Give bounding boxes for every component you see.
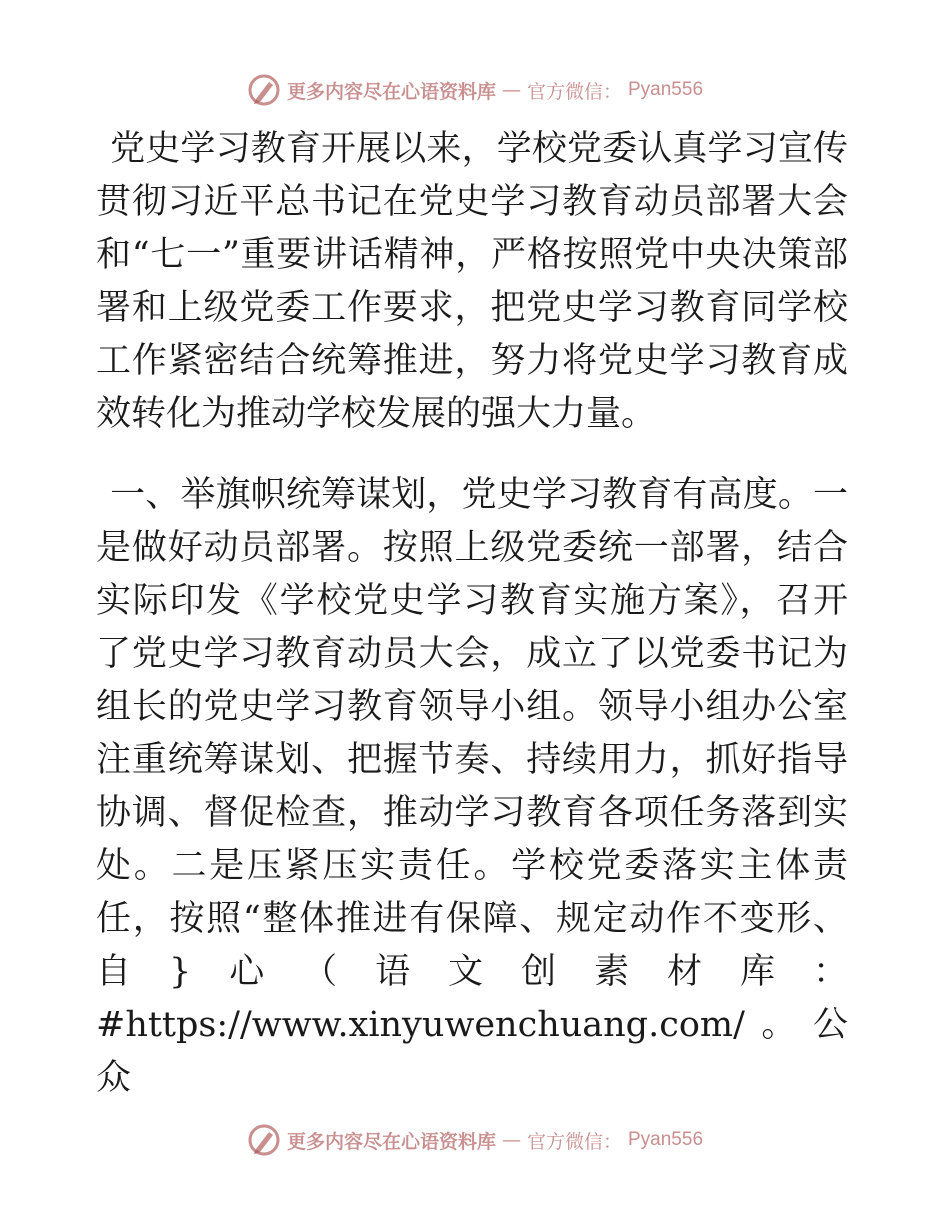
watermark-dash: — [501,79,521,101]
document-body [96,123,848,1105]
watermark-main-text: 更多内容尽在心语资料库 [286,1130,496,1153]
paragraph-intro [96,123,848,441]
paragraph-intro-text: 党史学习教育开展以来，学校党委认真学习宣传贯彻习近平总书记在党史学习教育动员部署大会和“七一”重要讲话精神，严格按照党中央决策部署和上级党委工作要求，把党史学习教育同学校工作紧密结合统筹推进，努力将党史学习教育成效转化为推动学校发展的强大力量。 [96,129,848,434]
paragraph-section-one-text: 一、举旗帜统筹谋划，党史学习教育有高度。一是做好动员部署。按照上级党委统一部署，结合实际印发《学校党史学习教育实施方案》，召开了党史学习教育动员大会，成立了以党委书记为组长的党史学习教育领导小组。领导小组办公室注重统筹谋划、把握节奏、持续用力，抓好指导协调、督促检查，推动学习教育各项任务落到实处。二是压紧压实责任。学校党委落实主体责任，按照“整体推进有保障、规定动作不变形、自}心（语文创素材库：#https://www.xinyuwenchuang.com/。公众 [96,475,848,1098]
pen-logo-icon [247,73,281,107]
watermark-wechat-label: 官方微信： [526,80,622,103]
watermark-wechat-label: 官方微信： [526,1130,622,1153]
watermark-dash: — [501,1129,521,1151]
paragraph-section-one [96,469,848,1105]
pen-logo-icon [247,1123,281,1157]
watermark-main-text: 更多内容尽在心语资料库 [286,80,496,103]
watermark-header [0,70,950,110]
watermark-wechat-id: Pyan556 [628,1129,704,1150]
watermark-footer [0,1120,950,1160]
watermark-wechat-id: Pyan556 [628,79,704,100]
